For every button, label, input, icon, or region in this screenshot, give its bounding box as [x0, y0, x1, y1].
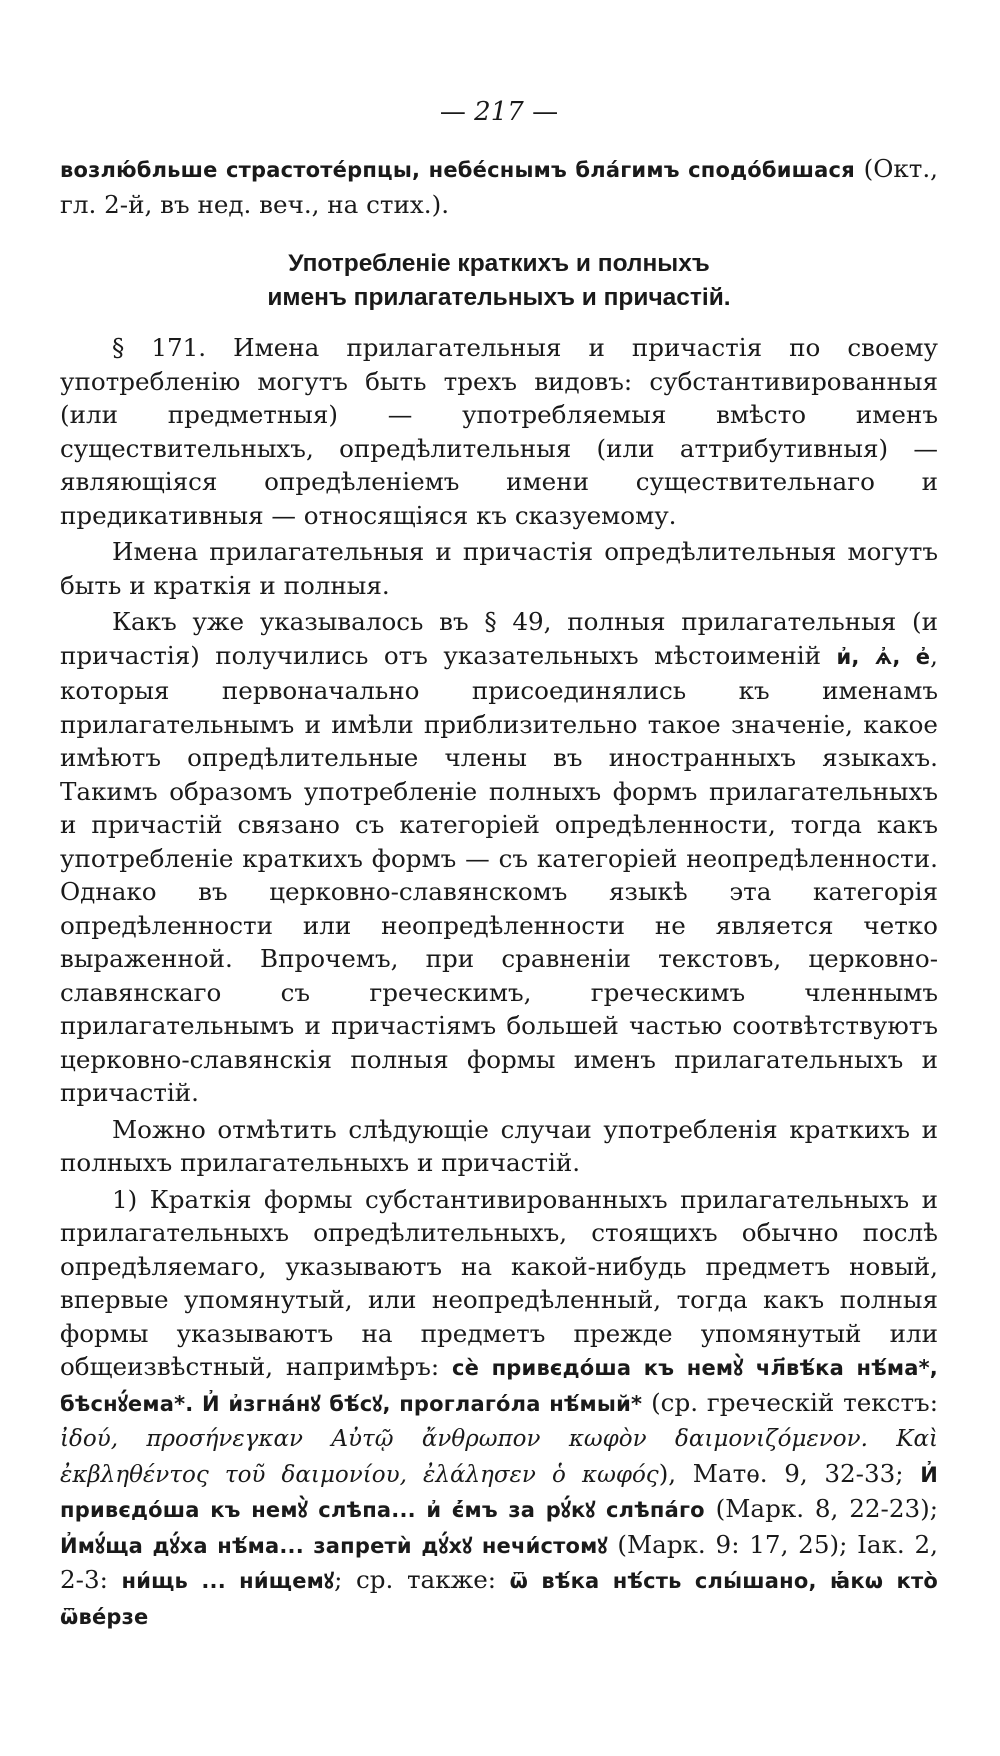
church-slavonic-example-3: И҆мꙋ́ща дꙋ́ха нѣ́ма... запретѝ дꙋ́хꙋ нечи́стомꙋ: [60, 1533, 608, 1558]
section-heading-line-2: именъ прилагательныхъ и причастій.: [267, 284, 731, 311]
paragraph-rule-1: [60, 1183, 938, 1635]
section-heading-line-1: Употребленіе краткихъ и полныхъ: [288, 250, 710, 277]
church-slavonic-example-5: ѿ вѣ́ка нѣ́сть слы́шано, ꙗ҆́кѡ кто̀ ѿве́рзе: [60, 1569, 938, 1629]
rule-1-text-b: (ср. греческій текстъ:: [642, 1387, 938, 1417]
paragraph-origin-text-a: Какъ уже указывалось въ § 49, полныя прилагательныя (и причастія) получились отъ указательныхъ мѣстоименій: [60, 607, 938, 670]
paragraph-origin-text-b: , которыя первоначально присоединялись къ именамъ прилагательнымъ и имѣли приблизительно такое значеніе, какое имѣютъ опредѣлительные члены въ иностранныхъ языкахъ. Такимъ образомъ употребленіе полныхъ формъ прилагательныхъ и причастій связано съ категоріей опредѣленности, тогда какъ употребленіе краткихъ формъ — съ категоріей неопредѣленности. Однако въ церковно-славянскомъ языкѣ эта категорія опредѣленности или неопредѣленности не является четко выраженной. Впрочемъ, при сравненіи текстовъ, церковно-славянскаго съ греческимъ, греческимъ членнымъ прилагательнымъ и причастіямъ большей частью соотвѣтствуютъ церковно-славянскія полныя формы именъ прилагательныхъ и причастій.: [60, 640, 938, 1107]
paragraph-short-forms: Имена прилагательныя и причастія опредѣлительныя могутъ быть и краткія и полныя.: [60, 537, 938, 600]
rule-1-text-d: (Марк. 8, 22-23);: [704, 1494, 938, 1523]
church-slavonic-example-1: сѐ привєдо́ша къ немꙋ̀ чл҃вѣ́ка нѣ́ма*, бѣснꙋ́ема*. И҆ и҆згна́нꙋ бѣ́сꙋ, проглаго́ла нѣ́мый*: [60, 1356, 938, 1416]
paragraph-171: § 171. Имена прилагательныя и причастія по своему употребленію могутъ быть трехъ видовъ: субстантивированныя (или предметныя) — употребляемыя вмѣсто именъ существительныхъ, опредѣлительныя (или аттрибутивныя) — являющіяся опредѣленіемъ имени существительнаго и предикативныя — относящіяся къ сказуемому.: [60, 333, 938, 530]
rule-1-text-c: ), Матѳ. 9, 32-33;: [658, 1458, 921, 1488]
intro-source: (Окт., гл. 2-й, въ нед. веч., на стих.).: [60, 154, 938, 219]
rule-1-text-a: 1) Краткія формы субстантивированныхъ прилагательныхъ и прилагательныхъ опредѣлительныхъ, стоящихъ обычно послѣ опредѣляемаго, указываютъ на какой-нибудь предметъ новый, впервые упомянутый, или неопредѣленный, тогда какъ полныя формы указываютъ на предметъ прежде упомянутый или общеизвѣстный, напримѣръ:: [60, 1184, 938, 1381]
paragraph-origin: [60, 605, 938, 1110]
church-slavonic-pronouns: и҆, ѧ҆, е҆: [836, 644, 931, 669]
church-slavonic-example-4: ни́щь ... ни́щемꙋ: [121, 1569, 335, 1593]
church-slavonic-quote: возлю́бльше страстоте́рпцы, небе́снымъ бла́гимъ сподо́бишася: [60, 158, 855, 182]
page-number-value: 217: [474, 97, 524, 127]
page-number-dash-right: —: [532, 97, 559, 127]
page-number: [60, 92, 938, 132]
greek-text-example: ἰδού, προσήνεγκαν Αὐτῷ ἄνθρωπον κωφὸν δαιμονιζόμενον. Καὶ ἐκβληθέντος τοῦ δαιμονίου, ἐλάλησεν ὁ κωφός: [60, 1426, 938, 1488]
page-number-dash-left: —: [439, 97, 466, 127]
section-heading: [60, 247, 938, 315]
paragraph-cases: Можно отмѣтить слѣдующіе случаи употребленія краткихъ и полныхъ прилагательныхъ и причастій.: [60, 1114, 938, 1177]
rule-1-text-f: ; ср. также:: [334, 1565, 510, 1594]
church-slavonic-example-2: И҆ привєдо́ша къ немꙋ̀ слѣпа... и҆ є҆́мъ за рꙋ́кꙋ слѣпа́го: [60, 1462, 938, 1522]
intro-quote: [60, 152, 938, 221]
rule-1-text-e: (Марк. 9: 17, 25); Іак. 2, 2-3:: [60, 1529, 938, 1594]
